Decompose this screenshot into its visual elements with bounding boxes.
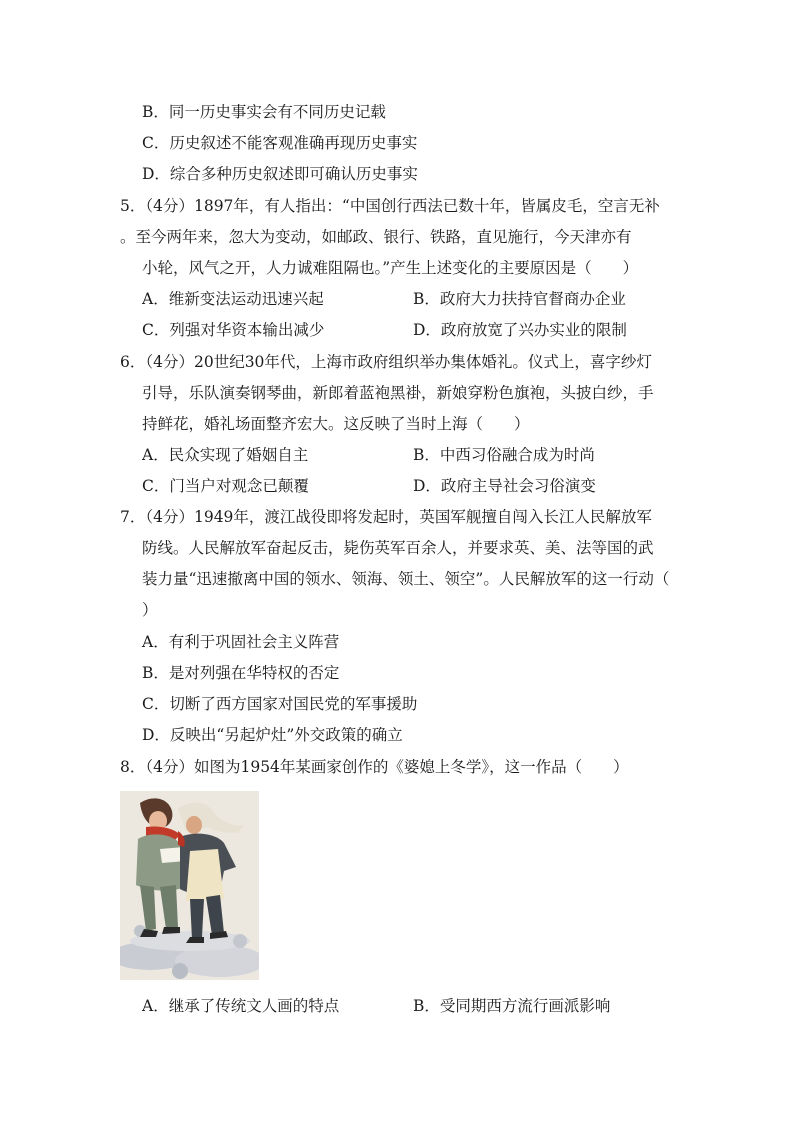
q7-option-a: A．有利于巩固社会主义阵营 (142, 633, 340, 651)
q5-stem-line-2: 。至今两年来，忽大为变动，如邮政、银行、铁路，直见施行，今天津亦有 (120, 228, 632, 246)
q4-option-c: C．历史叙述不能客观准确再现历史事实 (142, 134, 418, 152)
q6-stem-line-2: 引导，乐队演奏钢琴曲，新郎着蓝袍黑褂，新娘穿粉色旗袍，头披白纱，手 (142, 384, 654, 402)
q7-option-c: C．切断了西方国家对国民党的军事援助 (142, 695, 418, 713)
q8-option-a: A．继承了传统文人画的特点 (142, 997, 340, 1015)
q7-stem-line-4: ） (142, 601, 158, 619)
q7-option-b: B．是对列强在华特权的否定 (142, 664, 340, 682)
q5-option-a: A．维新变法运动迅速兴起 (142, 290, 324, 308)
q4-option-b: B．同一历史事实会有不同历史记载 (142, 103, 386, 121)
q8-stem-line-1: 8．（4分）如图为1954年某画家创作的《婆媳上冬学》，这一作品（ ） (120, 758, 629, 776)
q5-option-b: B．政府大力扶持官督商办企业 (413, 290, 626, 308)
q7-stem-line-1: 7．（4分）1949年，渡江战役即将发起时，英国军舰擅自闯入长江人民解放军 (120, 508, 652, 526)
q7-stem-line-3: 装力量“迅速撤离中国的领水、领海、领土、领空”。人民解放军的这一行动（ (142, 570, 670, 588)
q6-option-c: C．门当户对观念已颠覆 (142, 477, 309, 495)
q4-option-d: D．综合多种历史叙述即可确认历史事实 (142, 165, 418, 183)
q6-stem-line-3: 持鲜花，婚礼场面整齐宏大。这反映了当时上海（ ） (142, 415, 530, 433)
q7-option-d: D．反映出“另起炉灶”外交政策的确立 (142, 726, 403, 744)
q7-stem-line-2: 防线。人民解放军奋起反击，毙伤英军百余人，并要求英、美、法等国的武 (142, 539, 654, 557)
q6-option-a: A．民众实现了婚姻自主 (142, 446, 309, 464)
painting-image (120, 791, 259, 980)
q5-stem-line-1: 5．（4分）1897年，有人指出：“中国创行西法已数十年，皆属皮毛，空言无补 (120, 197, 660, 215)
q5-option-c: C．列强对华资本输出减少 (142, 321, 325, 339)
q6-option-d: D．政府主导社会习俗演变 (413, 477, 596, 495)
q5-stem-line-3: 小轮，风气之开，人力诚难阻隔也。”产生上述变化的主要原因是（ ） (142, 259, 639, 277)
q6-option-b: B．中西习俗融合成为时尚 (413, 446, 595, 464)
q8-option-b: B．受同期西方流行画派影响 (413, 997, 611, 1015)
q5-option-d: D．政府放宽了兴办实业的限制 (413, 321, 627, 339)
q6-stem-line-1: 6．（4分）20世纪30年代，上海市政府组织举办集体婚礼。仪式上，喜字纱灯 (120, 353, 652, 371)
